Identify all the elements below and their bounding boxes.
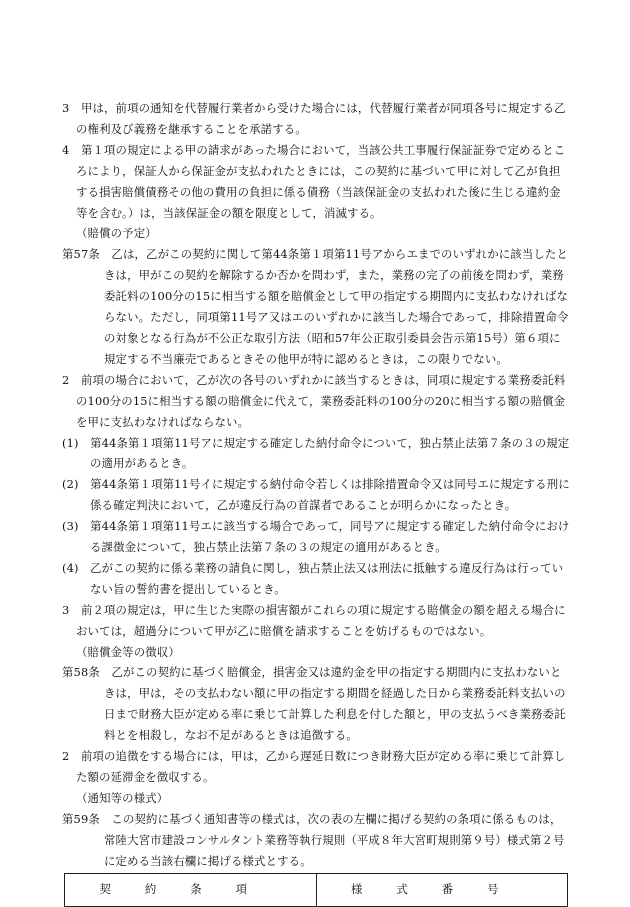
header-form-number: 様式番号 — [316, 873, 568, 906]
article-57: 第57条 乙は，乙がこの契約に関して第44条第１項第11号アからエまでのいずれかに該当したときは，甲がこの契約を解除するか否かを問わず，また，業務の完了の前後を問わず，業務委託料の100分の15に相当する額を賠償金として甲の指定する期間内に支払わなければならない。ただし，同項第11号ア又はエのいずれかに該当した場合であって，排除措置命令の対象となる行為が不公正な取引方法（昭和57年公正取引委員会告示第15号）第６項に規定する不当廉売であるときその他甲が特に認めるときは，この限りでない。 — [62, 247, 569, 366]
forms-table — [64, 873, 568, 907]
paragraph-article57-3: 3 前２項の規定は，甲に生じた実際の損害額がこれらの項に規定する賠償金の額を超える場合においては，超過分について甲が乙に賠償を請求することを妨げるものではない。 — [62, 602, 566, 638]
caption-collection: （賠償金等の徴収） — [76, 644, 180, 659]
caption-notice-forms: （通知等の様式） — [76, 790, 169, 805]
item-1: (1) 第44条第１項第11号アに規定する確定した納付命令について，独占禁止法第７条の３の規定の適用があるとき。 — [62, 435, 570, 471]
item-3: (3) 第44条第１項第11号エに該当する場合であって，同号アに規定する確定した納付命令における課徴金について，独占禁止法第７条の３の規定の適用があるとき。 — [62, 519, 570, 555]
paragraph-article58-2: 2 前項の追徴をする場合には，甲は，乙から遅延日数につき財務大臣が定める率に乗じて計算した額の延滞金を徴収する。 — [62, 749, 566, 784]
paragraph-article56-4: 4 第１項の規定による甲の請求があった場合において，当該公共工事履行保証証券で定めるところにより，保証人から保証金が支払われたときには，この契約に基づいて甲に対して乙が負担する損害賠償債務その他の費用の負担に係る債務（当該保証金の支払われた後に生じる違約金等を含む。）は，当該保証金の額を限度として，消滅する。 — [62, 142, 566, 220]
document-body — [62, 98, 572, 907]
item-4: (4) 乙がこの契約に係る業務の請負に関し，独占禁止法又は刑法に抵触する違反行為は行っていない旨の誓約書を提出しているとき。 — [62, 560, 564, 596]
article-58: 第58条 乙がこの契約に基づく賠償金，損害金又は違約金を甲の指定する期間内に支払わないときは，甲は，その支払わない額に甲の指定する期間を経過した日から業務委託料支払いの日まで財務大臣が定める率に乗じて計算した利息を付した額と，甲の支払うべき業務委託料とを相殺し，なお不足があるときは追徴する。 — [62, 665, 566, 743]
article-59: 第59条 この契約に基づく通知書等の様式は，次の表の左欄に掲げる契約の条項に係るものは，常陸大宮市建設コンサルタント業務等執行規則（平成８年大宮町規則第９号）様式第２号に定める当該右欄に掲げる様式とする。 — [62, 811, 565, 868]
caption-damages-estimate: （賠償の予定） — [76, 226, 157, 241]
table-header-row — [65, 873, 568, 906]
item-2: (2) 第44条第１項第11号イに規定する納付命令若しくは排除措置命令又は同号エに規定する刑に係る確定判決において，乙が違反行為の首謀者であることが明らかになったとき。 — [62, 477, 570, 513]
paragraph-article56-3: 3 甲は，前項の通知を代替履行業者から受けた場合には，代替履行業者が同項各号に規定する乙の権利及び義務を継承することを承諾する。 — [62, 101, 566, 136]
paragraph-article57-2: 2 前項の場合において，乙が次の各号のいずれかに該当するときは，同項に規定する業務委託料の100分の15に相当する額の賠償金に代えて，業務委託料の100分の20に相当する額の賠償金を甲に支払わなければならない。 — [62, 372, 566, 429]
header-contract-clause: 契約条項 — [65, 873, 317, 906]
